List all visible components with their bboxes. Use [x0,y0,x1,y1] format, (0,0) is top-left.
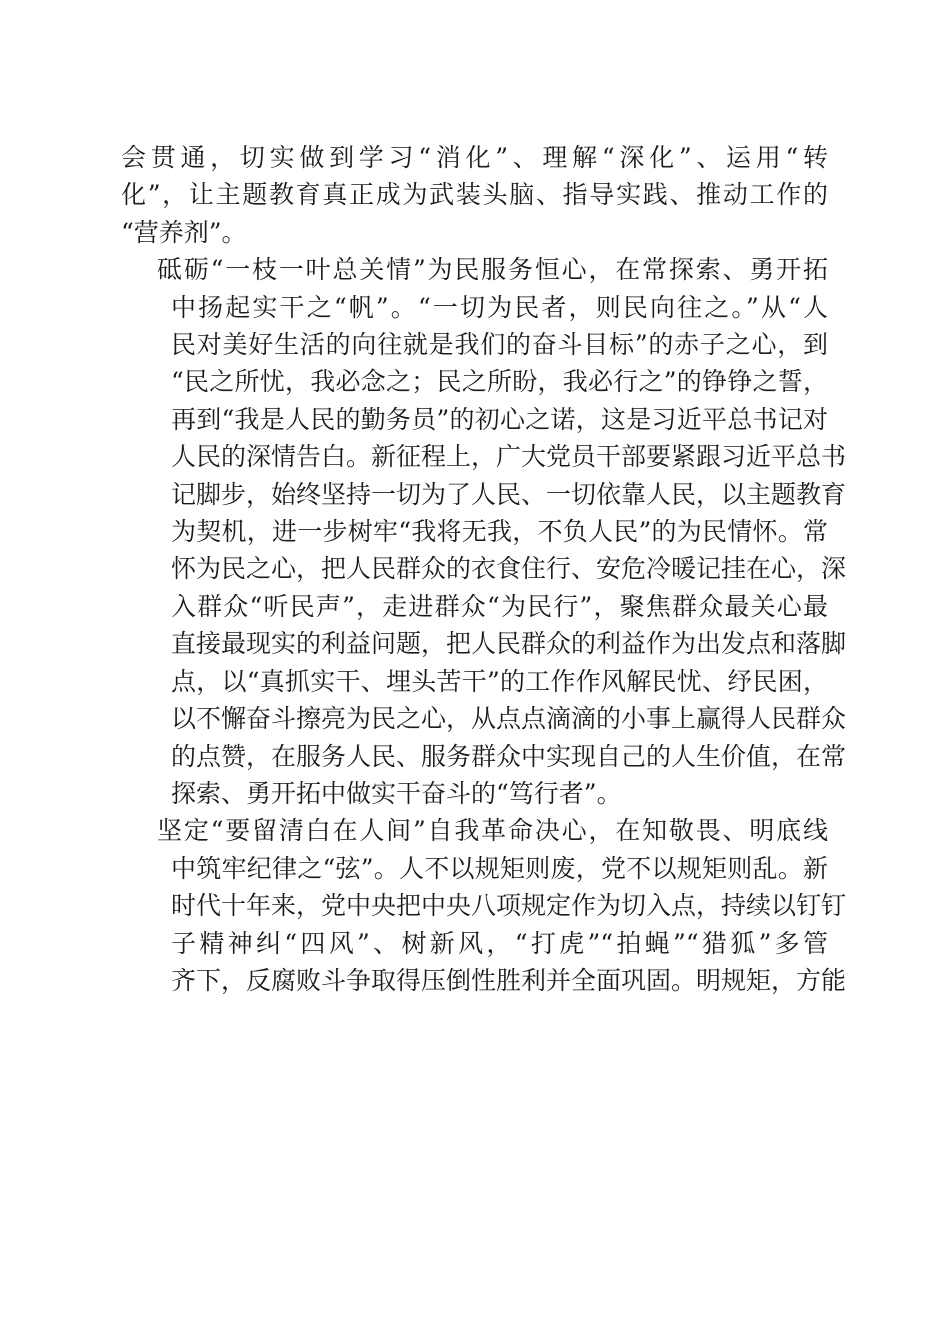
paragraph-2 [121,251,847,812]
text-line: “民之所忧，我必念之；民之所盼，我必行之”的铮铮之誓， [171,367,828,397]
text-line: 直接最现实的利益问题，把人民群众的利益作为出发点和落脚 [171,629,847,659]
text-line: 为契机，进一步树牢“我将无我，不负人民”的为民情怀。常 [171,517,828,547]
text-line: 人民的深情告白。新征程上，广大党员干部要紧跟习近平总书 [171,442,847,472]
text-line: 齐下，反腐败斗争取得压倒性胜利并全面巩固。明规矩，方能 [171,965,847,995]
text-line: 坚定“要留清白在人间”自我革命决心，在知敬畏、明底线 [157,816,828,846]
text-line: 子精神纠“四风”、树新风，“打虎”“拍蝇”“猎狐”多管 [171,928,828,958]
text-line: 中筑牢纪律之“弦”。人不以规矩则废，党不以规矩则乱。新 [171,853,828,883]
paragraph-1 [121,139,828,251]
text-line: 怀为民之心，把人民群众的衣食住行、安危冷暖记挂在心，深 [171,554,847,584]
text-line: 点，以“真抓实干、埋头苦干”的工作作风解民忧、纾民困， [171,666,828,696]
text-line: 记脚步，始终坚持一切为了人民、一切依靠人民，以主题教育 [171,479,847,509]
text-line: “营养剂”。 [121,217,247,247]
text-line: 民对美好生活的向往就是我们的奋斗目标”的赤子之心，到 [171,330,828,360]
text-line: 探索、勇开拓中做实干奋斗的“笃行者”。 [171,778,622,808]
text-line: 再到“我是人民的勤务员”的初心之诺，这是习近平总书记对 [171,404,828,434]
text-line: 以不懈奋斗擦亮为民之心，从点点滴滴的小事上赢得人民群众 [171,704,847,734]
document-body [121,139,847,999]
text-line: 中扬起实干之“帆”。“一切为民者，则民向往之。”从“人 [171,292,828,322]
text-line: 入群众“听民声”，走进群众“为民行”，聚焦群众最关心最 [171,591,828,621]
text-line: 化”，让主题教育真正成为武装头脑、指导实践、推动工作的 [121,180,828,210]
paragraph-3 [121,812,847,999]
text-line: 时代十年来，党中央把中央八项规定作为切入点，持续以钉钉 [171,891,847,921]
text-line: 会贯通，切实做到学习“消化”、理解“深化”、运用“转 [121,143,828,172]
text-line: 的点赞，在服务人民、服务群众中实现自己的人生价值，在常 [171,741,847,771]
text-line: 砥砺“一枝一叶总关情”为民服务恒心，在常探索、勇开拓 [157,255,828,285]
